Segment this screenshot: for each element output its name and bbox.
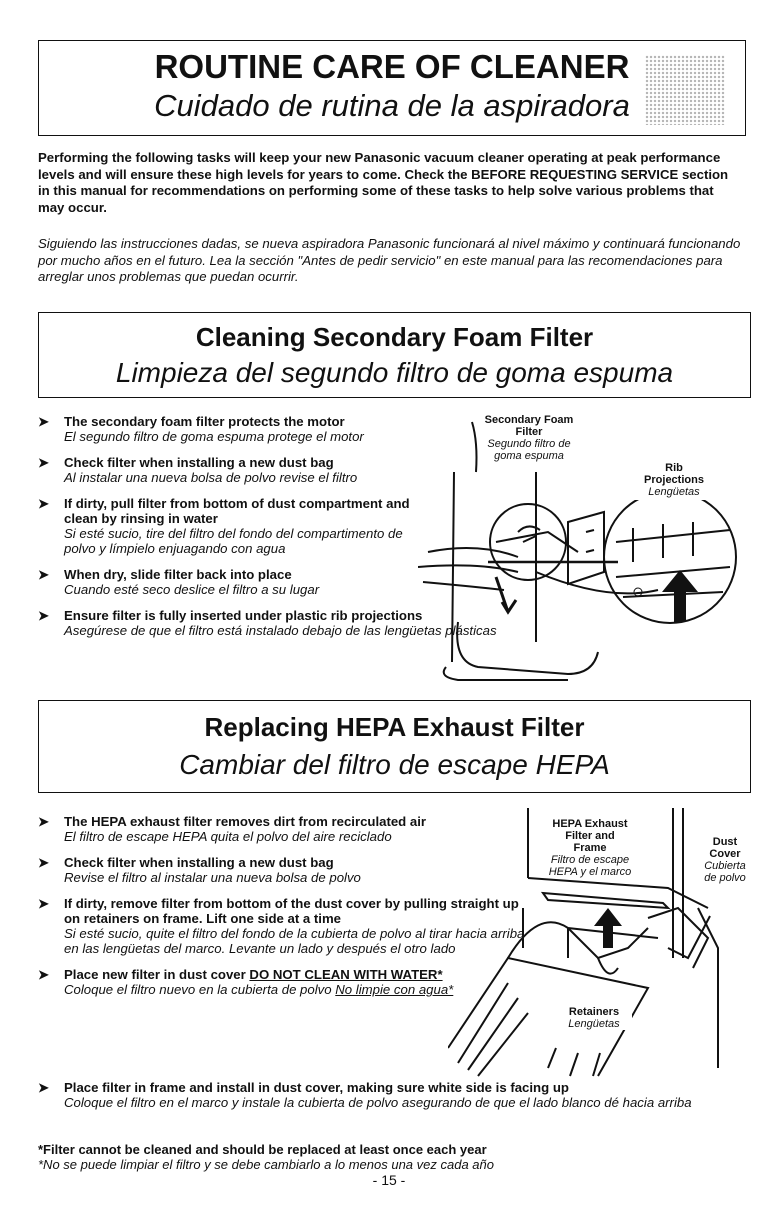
intro-es: Siguiendo las instrucciones dadas, se nueva aspiradora Panasonic funcionará al nivel máximo y continuará funcionando por mucho años en el futuro. Lea la sección "Antes de pedir servicio" en este manual para las recomendaciones para arreglar unos problemas que puedan ocurrir. (38, 236, 741, 284)
arrow-bullet-icon: ➤ (38, 608, 49, 623)
arrow-bullet-icon: ➤ (38, 496, 49, 511)
list-item: ➤ Check filter when installing a new dust bag Al instalar una nueva bolsa de polvo revise el filtro (38, 455, 358, 485)
list-item: ➤ If dirty, pull filter from bottom of dust compartment and clean by rinsing in water Si esté sucio, tire del filtro del fondo del compartimento de polvo y límpielo enjuagando con agua (38, 496, 410, 556)
section2-list-last (38, 1080, 748, 1121)
label-retainers: Retainers Lengüetas (556, 1006, 632, 1030)
footnote-es: *No se puede limpiar el filtro y se debe cambiarlo a lo menos una vez cada año (38, 1157, 494, 1172)
arrow-bullet-icon: ➤ (38, 967, 49, 982)
page-number: - 15 - (372, 1172, 406, 1188)
section2-subtitle: Cambiar del filtro de escape HEPA (179, 748, 610, 780)
list-item: ➤ If dirty, remove filter from bottom of the dust cover by pulling straight up on retainers on frame. Lift one side at a time Si esté sucio, quite el filtro del fondo de la cubierta de polvo al tirar hacia arriba en las lengüetas del marco. Levante un lado y después el otro lado (38, 896, 525, 956)
arrow-bullet-icon: ➤ (38, 855, 49, 870)
label-hepa-filter-frame: HEPA Exhaust Filter and Frame Filtro de escape HEPA y el marco (548, 818, 632, 878)
footnote-en: *Filter cannot be cleaned and should be replaced at least once each year (38, 1142, 487, 1157)
page-subtitle: Cuidado de rutina de la aspiradora (154, 88, 630, 124)
section2-title: Replacing HEPA Exhaust Filter (204, 712, 585, 742)
list-item: ➤ The secondary foam filter protects the motor El segundo filtro de goma espuma protege el motor (38, 414, 364, 444)
arrow-bullet-icon: ➤ (38, 567, 49, 582)
label-secondary-foam-filter: Secondary Foam Filter Segundo filtro de goma espuma (484, 414, 574, 462)
list-item: ➤ The HEPA exhaust filter removes dirt from recirculated air El filtro de escape HEPA quita el polvo del aire reciclado (38, 814, 427, 844)
arrow-bullet-icon: ➤ (38, 896, 49, 911)
list-item: ➤ Place filter in frame and install in dust cover, making sure white side is facing up Coloque el filtro en el marco y instale la cubierta de polvo asegurando de que el lado blanco dé hacia arriba (38, 1080, 692, 1110)
intro-en: Performing the following tasks will keep your new Panasonic vacuum cleaner operating at peak performance levels and will ensure these high levels for years to come. Check the BEFORE REQUESTING SERVICE section in this manual for recommendations on performing some of these tasks to help solve various problems that may occur. (38, 150, 729, 215)
arrow-bullet-icon: ➤ (38, 455, 49, 470)
arrow-bullet-icon: ➤ (38, 1080, 49, 1095)
section1-title-box (38, 312, 751, 398)
label-rib-projections: Rib Projections Lengüetas (616, 460, 732, 500)
list-item: ➤ Ensure filter is fully inserted under plastic rib projections Asegúrese de que el filtro está instalado debajo de las lengüetas plásticas (38, 608, 497, 638)
arrow-bullet-icon: ➤ (38, 414, 49, 429)
header-box (38, 40, 746, 136)
label-dust-cover: Dust Cover Cubierta de polvo (693, 836, 757, 884)
list-item: ➤ Place new filter in dust cover DO NOT CLEAN WITH WATER* Coloque el filtro nuevo en la cubierta de polvo No limpie con agua* (38, 967, 454, 997)
arrow-bullet-icon: ➤ (38, 814, 49, 829)
section1-title: Cleaning Secondary Foam Filter (195, 322, 594, 352)
section1-list (38, 414, 497, 649)
list-item: ➤ Check filter when installing a new dust bag Revise el filtro al instalar una nueva bolsa de polvo (38, 855, 361, 885)
list-item: ➤ When dry, slide filter back into place Cuando esté seco deslice el filtro a su lugar (38, 567, 320, 597)
section2-title-box (38, 700, 751, 793)
section1-subtitle: Limpieza del segundo filtro de goma espuma (115, 356, 674, 388)
print-texture (645, 55, 725, 125)
page-title: ROUTINE CARE OF CLEANER (154, 48, 630, 85)
